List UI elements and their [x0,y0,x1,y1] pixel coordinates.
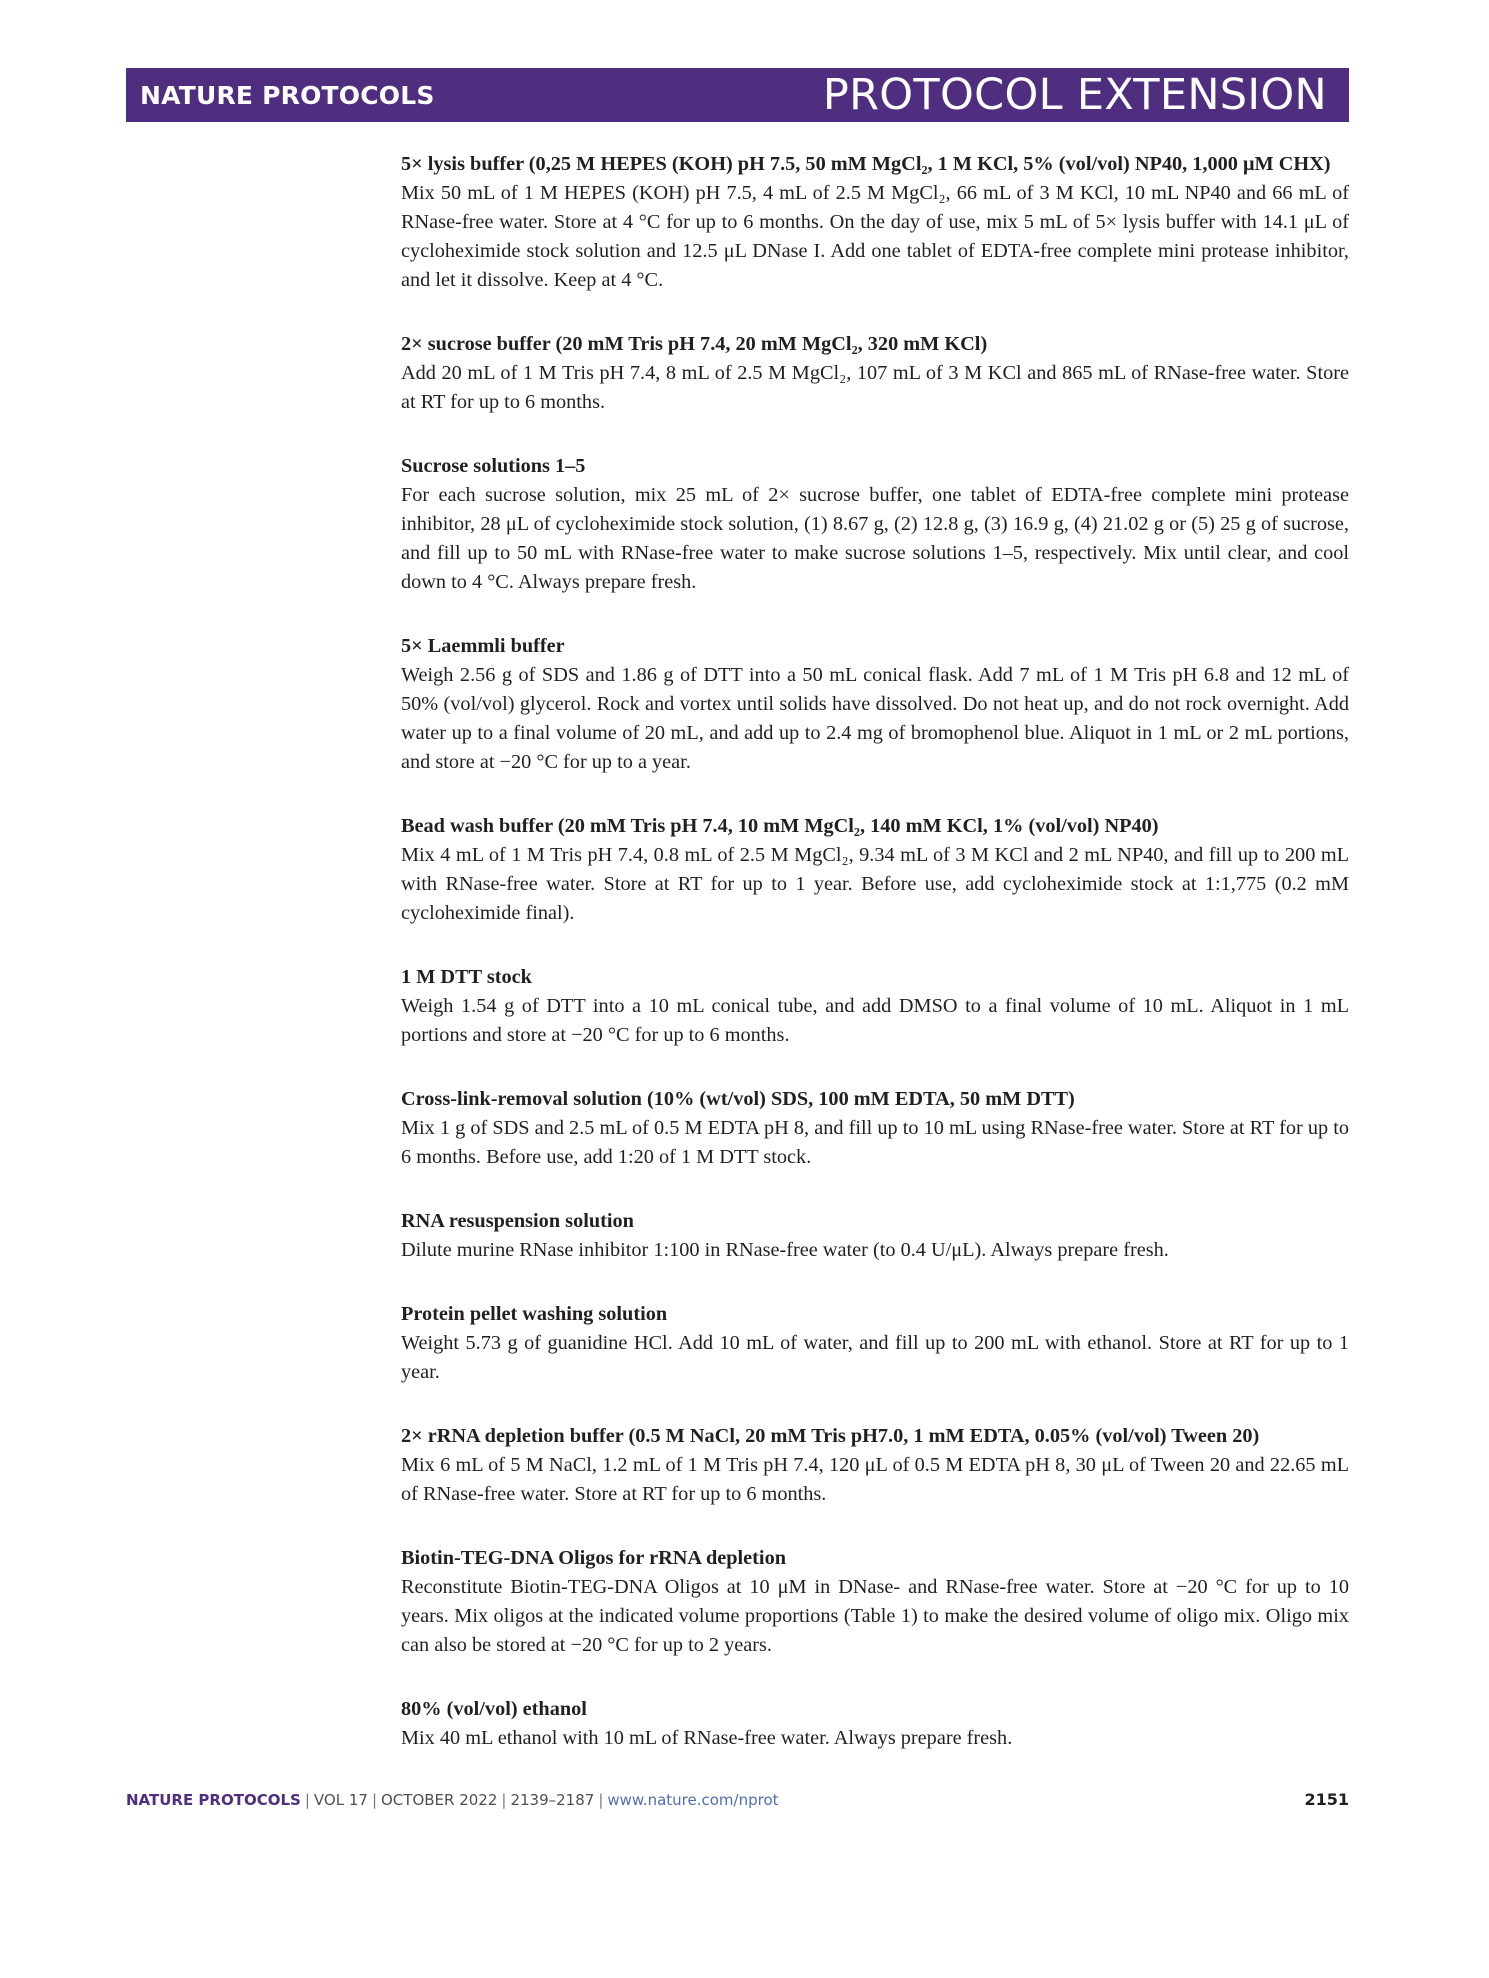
section-body: Reconstitute Biotin-TEG-DNA Oligos at 10 μM in DNase- and RNase-free water. Store at −20 °C for up to 10 years. Mix oligos at the indicated volume proportions (Table 1) to make the desired volume of oligo mix. Oligo mix can also be stored at −20 °C for up to 2 years. [401,1576,1349,1656]
article-type: PROTOCOL EXTENSION [822,69,1327,120]
reagent-section [401,1544,1349,1660]
section-title: 2× sucrose buffer (20 mM Tris pH 7.4, 20 mM MgCl₂, 320 mM KCl) [401,333,988,355]
footer-separator: | [501,1791,507,1809]
footer-separator: | [304,1791,310,1809]
reagent-section [401,1207,1349,1265]
section-body: Weigh 2.56 g of SDS and 1.86 g of DTT into a 50 mL conical flask. Add 7 mL of 1 M Tris pH 6.8 and 12 mL of 50% (vol/vol) glycerol. Rock and vortex until solids have dissolved. Do not heat up, and do not rock overnight. Add water up to a final volume of 20 mL, and add up to 2.4 mg of bromophenol blue. Aliquot in 1 mL or 2 mL portions, and store at −20 °C for up to a year. [401,664,1349,773]
section-title: Biotin-TEG-DNA Oligos for rRNA depletion [401,1547,786,1569]
section-title: 5× Laemmli buffer [401,635,565,657]
footer-volume: VOL 17 [313,1791,368,1809]
page-number: 2151 [1304,1790,1349,1809]
header-bar [126,68,1349,122]
section-body: Weight 5.73 g of guanidine HCl. Add 10 mL of water, and fill up to 200 mL with ethanol. Store at RT for up to 1 year. [401,1332,1349,1383]
section-title: Protein pellet washing solution [401,1303,668,1325]
section-title: Cross-link-removal solution (10% (wt/vol) SDS, 100 mM EDTA, 50 mM DTT) [401,1088,1075,1110]
footer-date: OCTOBER 2022 [381,1791,498,1809]
journal-name: NATURE PROTOCOLS [140,80,435,110]
reagent-section [401,452,1349,597]
section-title: 5× lysis buffer (0,25 M HEPES (KOH) pH 7.5, 50 mM MgCl₂, 1 M KCl, 5% (vol/vol) NP40, 1,000 μM CHX) [401,153,1331,175]
reagent-section [401,1300,1349,1387]
footer-separator: | [598,1791,604,1809]
footer-pages: 2139–2187 [510,1791,595,1809]
reagent-section [401,330,1349,417]
section-body: Dilute murine RNase inhibitor 1:100 in RNase-free water (to 0.4 U/μL). Always prepare fresh. [401,1239,1169,1261]
section-title: 2× rRNA depletion buffer (0.5 M NaCl, 20 mM Tris pH7.0, 1 mM EDTA, 0.05% (vol/vol) Tween 20) [401,1425,1260,1447]
reagent-section [401,963,1349,1050]
reagent-section [401,1695,1349,1753]
section-body: Mix 50 mL of 1 M HEPES (KOH) pH 7.5, 4 mL of 2.5 M MgCl₂, 66 mL of 3 M KCl, 10 mL NP40 and 66 mL of RNase-free water. Store at 4 °C for up to 6 months. On the day of use, mix 5 mL of 5× lysis buffer with 14.1 μL of cycloheximide stock solution and 12.5 μL DNase I. Add one tablet of EDTA-free complete mini protease inhibitor, and let it dissolve. Keep at 4 °C. [401,182,1349,291]
section-body: Mix 6 mL of 5 M NaCl, 1.2 mL of 1 M Tris pH 7.4, 120 μL of 0.5 M EDTA pH 8, 30 μL of Tween 20 and 22.65 mL of RNase-free water. Store at RT for up to 6 months. [401,1454,1349,1505]
section-body: Add 20 mL of 1 M Tris pH 7.4, 8 mL of 2.5 M MgCl₂, 107 mL of 3 M KCl and 865 mL of RNase-free water. Store at RT for up to 6 months. [401,362,1349,413]
section-body: For each sucrose solution, mix 25 mL of 2× sucrose buffer, one tablet of EDTA-free complete mini protease inhibitor, 28 μL of cycloheximide stock solution, (1) 8.67 g, (2) 12.8 g, (3) 16.9 g, (4) 21.02 g or (5) 25 g of sucrose, and fill up to 50 mL with RNase-free water to make sucrose solutions 1–5, respectively. Mix until clear, and cool down to 4 °C. Always prepare fresh. [401,484,1349,593]
section-title: RNA resuspension solution [401,1210,634,1232]
section-title: Sucrose solutions 1–5 [401,455,586,477]
section-title: Bead wash buffer (20 mM Tris pH 7.4, 10 mM MgCl₂, 140 mM KCl, 1% (vol/vol) NP40) [401,815,1159,837]
section-title: 1 M DTT stock [401,966,532,988]
page-footer [126,1790,1349,1809]
reagent-section [401,1085,1349,1172]
section-body: Mix 1 g of SDS and 2.5 mL of 0.5 M EDTA pH 8, and fill up to 10 mL using RNase-free water. Store at RT for up to 6 months. Before use, add 1:20 of 1 M DTT stock. [401,1117,1349,1168]
reagent-section [401,812,1349,928]
section-title: 80% (vol/vol) ethanol [401,1698,587,1720]
reagent-section [401,150,1349,295]
section-body: Mix 4 mL of 1 M Tris pH 7.4, 0.8 mL of 2.5 M MgCl₂, 9.34 mL of 3 M KCl and 2 mL NP40, and fill up to 200 mL with RNase-free water. Store at RT for up to 1 year. Before use, add cycloheximide stock at 1:1,775 (0.2 mM cycloheximide final). [401,844,1349,924]
section-body: Weigh 1.54 g of DTT into a 10 mL conical tube, and add DMSO to a final volume of 10 mL. Aliquot in 1 mL portions and store at −20 °C for up to 6 months. [401,995,1349,1046]
reagent-section [401,632,1349,777]
footer-citation [126,1791,779,1809]
footer-url-link[interactable]: www.nature.com/nprot [607,1791,779,1809]
footer-journal: NATURE PROTOCOLS [126,1791,301,1809]
reagent-setup-content [401,150,1349,1788]
footer-separator: | [371,1791,377,1809]
reagent-section [401,1422,1349,1509]
section-body: Mix 40 mL ethanol with 10 mL of RNase-free water. Always prepare fresh. [401,1727,1013,1749]
